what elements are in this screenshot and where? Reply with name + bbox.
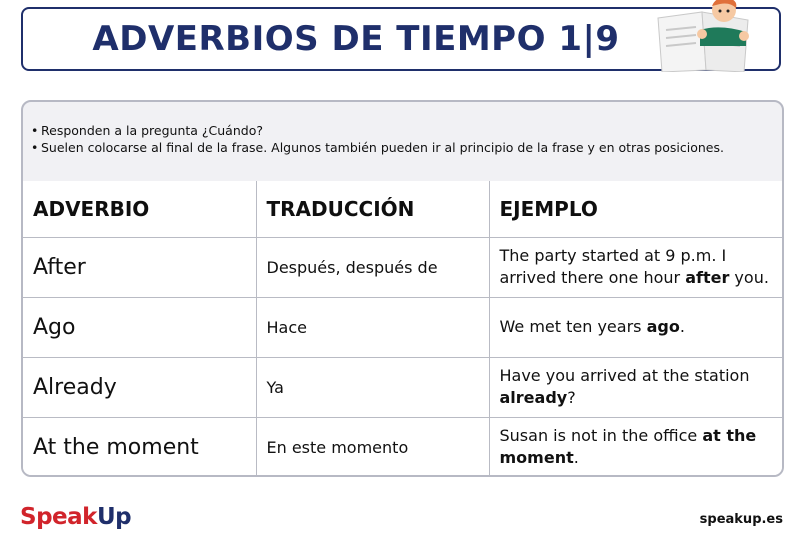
adverbs-table	[23, 181, 782, 477]
man-reading-newspaper-illustration	[650, 0, 760, 72]
translation-cell: En este momento	[256, 417, 489, 477]
example-cell: We met ten years ago.	[489, 297, 782, 357]
table-row	[23, 417, 782, 477]
note-item: • Responden a la pregunta ¿Cuándo?	[31, 123, 263, 138]
note-item: • Suelen colocarse al final de la frase. Algunos también pueden ir al principio de la frase y en otras posiciones.	[31, 140, 724, 155]
header-traduccion: TRADUCCIÓN	[256, 181, 489, 237]
notes	[31, 122, 774, 156]
example-cell: Have you arrived at the station already?	[489, 357, 782, 417]
translation-cell: Ya	[256, 357, 489, 417]
page-title: ADVERBIOS DE TIEMPO 1|9	[92, 19, 620, 59]
translation-cell: Después, después de	[256, 237, 489, 297]
example-cell: Susan is not in the office at the moment.	[489, 417, 782, 477]
table-row	[23, 237, 782, 297]
adverb-cell: After	[23, 237, 256, 297]
adverb-cell: Already	[23, 357, 256, 417]
header-ejemplo: EJEMPLO	[489, 181, 782, 237]
website-url: speakup.es	[699, 512, 783, 527]
table-header-row	[23, 181, 782, 237]
adverb-cell: At the moment	[23, 417, 256, 477]
example-cell: The party started at 9 p.m. I arrived there one hour after you.	[489, 237, 782, 297]
table-row	[23, 357, 782, 417]
bullet-icon: •	[31, 123, 39, 138]
adverb-cell: Ago	[23, 297, 256, 357]
translation-cell: Hace	[256, 297, 489, 357]
content-card	[21, 100, 784, 477]
table-row	[23, 297, 782, 357]
bullet-icon: •	[31, 140, 39, 155]
header-adverbio: ADVERBIO	[23, 181, 256, 237]
speakup-logo: SpeakUp	[20, 504, 132, 530]
